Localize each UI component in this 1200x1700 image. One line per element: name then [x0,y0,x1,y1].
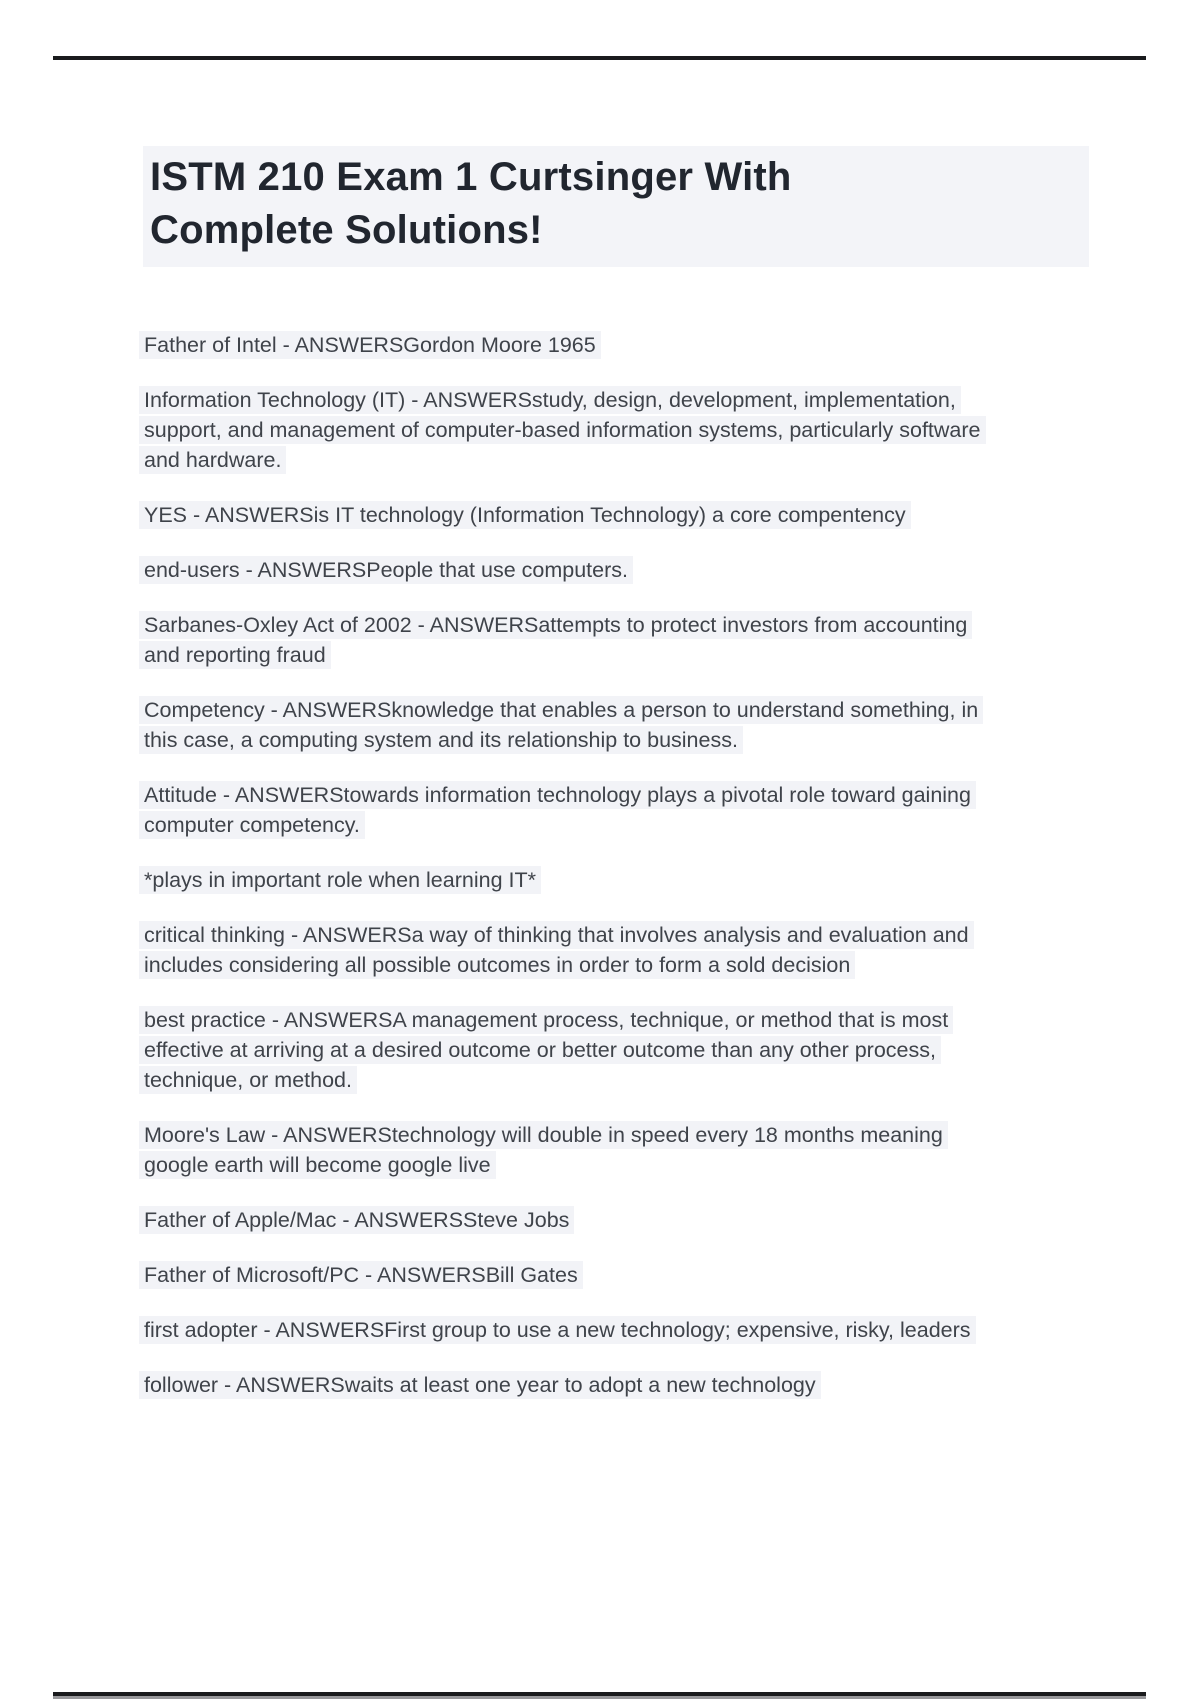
qa-paragraph [144,780,1119,840]
qa-line: critical thinking - ANSWERSa way of thinking that involves analysis and evaluation and [139,921,974,949]
top-rule [53,56,1146,60]
qa-paragraph [144,385,1119,475]
qa-line: Moore's Law - ANSWERStechnology will double in speed every 18 months meaning [139,1121,948,1149]
qa-line: first adopter - ANSWERSFirst group to use a new technology; expensive, risky, leaders [139,1316,976,1344]
qa-paragraph [144,555,1119,585]
qa-line: follower - ANSWERSwaits at least one year to adopt a new technology [139,1371,821,1399]
qa-line: Father of Microsoft/PC - ANSWERSBill Gates [139,1261,583,1289]
qa-paragraph [144,1260,1119,1290]
qa-line: Attitude - ANSWERStowards information technology plays a pivotal role toward gaining [139,781,976,809]
qa-line: Father of Apple/Mac - ANSWERSSteve Jobs [139,1206,574,1234]
qa-paragraph [144,1370,1119,1400]
qa-paragraph [144,920,1119,980]
qa-line: best practice - ANSWERSA management process, technique, or method that is most [139,1006,953,1034]
qa-line: technique, or method. [139,1066,357,1094]
page-title-line: ISTM 210 Exam 1 Curtsinger With [150,155,792,199]
qa-line: and reporting fraud [139,641,331,669]
qa-line: Information Technology (IT) - ANSWERSstudy, design, development, implementation, [139,386,961,414]
qa-paragraph [144,1315,1119,1345]
qa-line: Sarbanes-Oxley Act of 2002 - ANSWERSattempts to protect investors from accounting [139,611,972,639]
qa-paragraph [144,1120,1119,1180]
qa-line: and hardware. [139,446,286,474]
qa-paragraph [144,330,1119,360]
qa-line: YES - ANSWERSis IT technology (Information Technology) a core compentency [139,501,911,529]
qa-paragraph [144,610,1119,670]
qa-line: google earth will become google live [139,1151,496,1179]
qa-paragraph [144,500,1119,530]
qa-line: end-users - ANSWERSPeople that use computers. [139,556,633,584]
qa-line: Father of Intel - ANSWERSGordon Moore 1965 [139,331,601,359]
qa-line: this case, a computing system and its relationship to business. [139,726,743,754]
page-title [143,146,1089,267]
qa-paragraph [144,865,1119,895]
qa-paragraph [144,1205,1119,1235]
page-title-line: Complete Solutions! [150,208,543,252]
qa-line: effective at arriving at a desired outcome or better outcome than any other process, [139,1036,941,1064]
qa-paragraph [144,695,1119,755]
qa-line: Competency - ANSWERSknowledge that enables a person to understand something, in [139,696,983,724]
qa-line: *plays in important role when learning IT* [139,866,541,894]
qa-list [144,330,1119,1425]
qa-line: includes considering all possible outcomes in order to form a sold decision [139,951,855,979]
bottom-rule [53,1692,1146,1699]
qa-line: support, and management of computer-based information systems, particularly software [139,416,986,444]
qa-line: computer competency. [139,811,365,839]
qa-paragraph [144,1005,1119,1095]
